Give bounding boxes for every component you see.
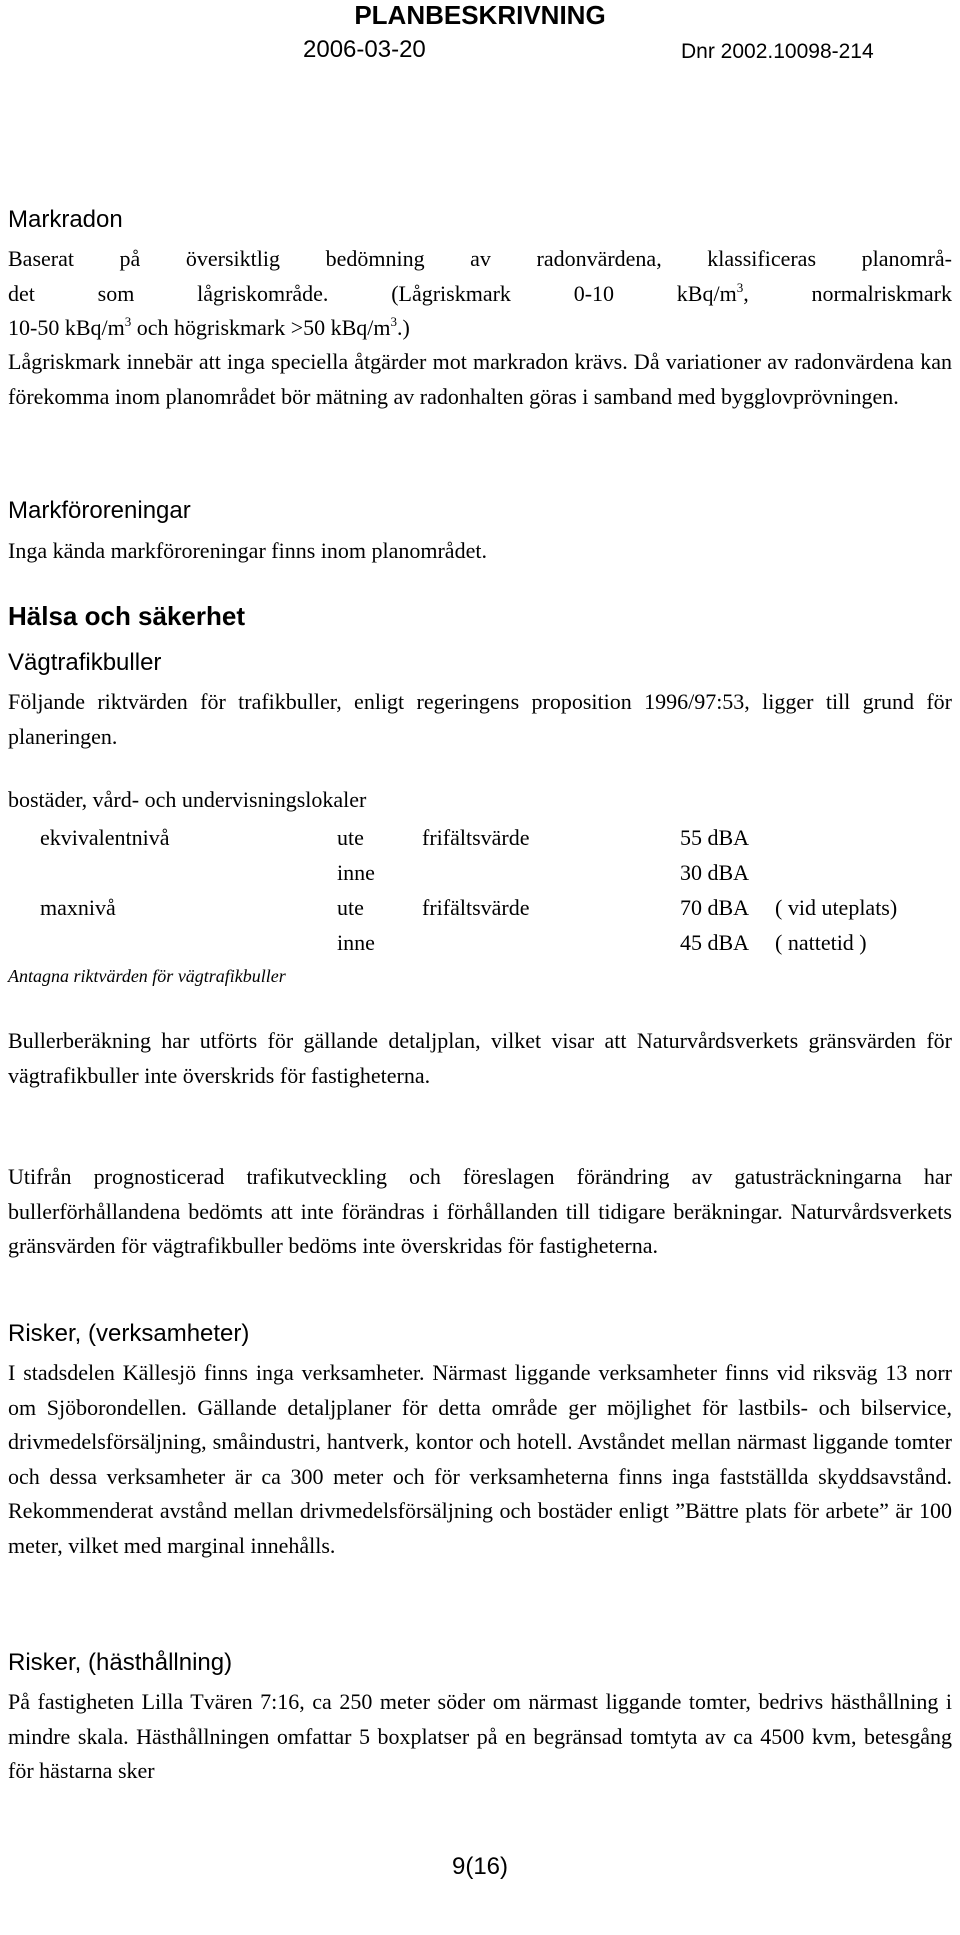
table-cell-type: frifältsvärde xyxy=(422,895,530,920)
table-cell-type: frifältsvärde xyxy=(422,825,530,850)
subsection-heading-vagtrafikbuller: Vägtrafikbuller xyxy=(8,649,162,676)
table-cell-note: ( nattetid ) xyxy=(775,930,867,955)
table-title: bostäder, vård- och undervisningslokaler xyxy=(8,787,367,812)
table-cell-label: ekvivalentnivå xyxy=(40,825,170,850)
section-heading-markradon: Markradon xyxy=(8,206,123,233)
document-date: 2006-03-20 xyxy=(303,36,426,63)
table-cell-value: 55 dBA xyxy=(680,825,750,850)
markradon-line-3: 10-50 kBq/$m^3$ och högriskmark >50 kBq/$m^3$.) xyxy=(8,314,410,340)
table-cell-place: inne xyxy=(337,930,375,955)
markradon-line-1: Baserat på översiktlig bedömning av radonvärdena, klassificeras planområ- xyxy=(8,246,952,271)
markradon-paragraph-1 xyxy=(8,242,952,346)
section-heading-risker-verksamheter: Risker, (verksamheter) xyxy=(8,1320,250,1347)
markradon-paragraph-2: Lågriskmark innebär att inga speciella åtgärder mot markradon krävs. Då variationer av radonvärdena kan förekomma inom planområdet bör mätning av radonhalten göras i samband med bygglovprövningen. xyxy=(8,349,952,409)
table-cell-place: ute xyxy=(337,895,364,920)
risker-verksamheter-text: I stadsdelen Källesjö finns inga verksamheter. Närmast liggande verksamheter finns vid riksväg 13 norr om Sjöborondellen. Gällande detaljplaner för detta område ger möjlighet för lastbils- och bilservice, drivmedelsförsäljning, småindustri, hantverk, kontor och hotell. Avståndet mellan närmast liggande tomter och dessa verksamheter är ca 300 meter och för verksamheterna finns inga fastställda skyddsavstånd. Rekommenderat avstånd mellan drivmedelsförsäljning och bostäder enligt ”Bättre plats för arbete” är 100 meter, vilket med marginal innehålls. xyxy=(8,1360,952,1558)
table-cell-value: 45 dBA xyxy=(680,930,750,955)
section-heading-halsa-och-sakerhet: Hälsa och säkerhet xyxy=(8,601,246,631)
section-heading-risker-hasthallning: Risker, (hästhållning) xyxy=(8,1649,233,1676)
vagtrafikbuller-text: Följande riktvärden för trafikbuller, enligt regeringens proposition 1996/97:53, ligger till grund för planeringen. xyxy=(8,689,952,749)
section-heading-markfororeningar: Markföroreningar xyxy=(8,497,191,524)
table-cell-place: inne xyxy=(337,860,375,885)
document-reference-number: Dnr 2002.10098-214 xyxy=(681,40,874,63)
risker-hasthallning-text: På fastigheten Lilla Tvären 7:16, ca 250 meter söder om närmast liggande tomter, bedrivs hästhållning i mindre skala. Hästhållningen omfattar 5 boxplatser på en begränsad tomtyta av ca 4500 kvm, betesgång för hästarna sker xyxy=(8,1689,952,1783)
document-title: PLANBESKRIVNING xyxy=(354,0,606,30)
bullerberakning-paragraph: Bullerberäkning har utförts för gällande detaljplan, vilket visar att Naturvårdsverkets gränsvärden för vägtrafikbuller inte överskrids för fastigheterna. xyxy=(8,1028,952,1088)
page-number: 9(16) xyxy=(451,1853,509,1880)
table-cell-note: ( vid uteplats) xyxy=(775,895,898,920)
table-cell-value: 30 dBA xyxy=(680,860,750,885)
table-cell-value: 70 dBA xyxy=(680,895,750,920)
table-cell-place: ute xyxy=(337,825,364,850)
markfororeningar-text: Inga kända markföroreningar finns inom planområdet. xyxy=(8,538,487,563)
table-cell-label: maxnivå xyxy=(40,895,116,920)
utifran-paragraph: Utifrån prognosticerad trafikutveckling och föreslagen förändring av gatusträckningarna har bullerförhållandena bedömts att inte förändras i förhållanden till tidigare beräkningar. Naturvårdsverkets gränsvärden för vägtrafikbuller bedöms inte överskridas för fastigheterna. xyxy=(8,1164,952,1258)
markradon-line-2: det som lågriskområde. (Lågriskmark 0-10 kBq/$m^3$, normalriskmark xyxy=(8,279,952,306)
table-caption: Antagna riktvärden för vägtrafikbuller xyxy=(8,966,286,986)
